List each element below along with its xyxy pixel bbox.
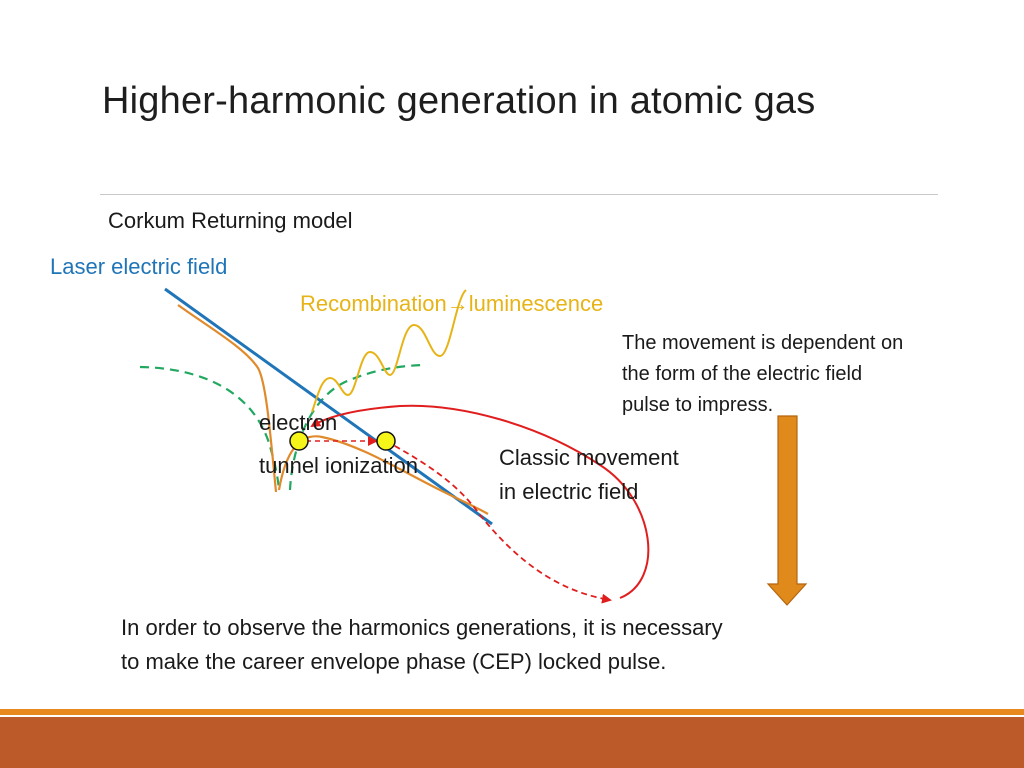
down-arrow-icon (768, 416, 806, 605)
movement-note (622, 328, 903, 421)
recombination-label: Recombination→luminescence (300, 291, 604, 316)
note-line: pulse to impress. (622, 394, 774, 416)
note-line: The movement is dependent on (622, 332, 904, 354)
footer-line: In order to observe the harmonics generations, it is necessary (121, 615, 723, 640)
footer-line: to make the career envelope phase (CEP) locked pulse. (121, 649, 667, 674)
footer-text (121, 611, 723, 679)
tunnel-ionization-label: tunnel ionization (259, 453, 419, 478)
laser-field-line (165, 289, 492, 524)
electron-tunneled (377, 432, 395, 450)
laser-field-label: Laser electric field (50, 254, 228, 279)
classic-movement-label (499, 441, 679, 509)
footer-band (0, 717, 1024, 768)
slide-subtitle: Corkum Returning model (108, 208, 353, 233)
note-line: the form of the electric field (622, 363, 863, 385)
slide-title: Higher-harmonic generation in atomic gas (102, 80, 816, 122)
classic-line: Classic movement (499, 445, 679, 470)
classic-line: in electric field (499, 479, 639, 504)
electron-label: electron (259, 410, 338, 435)
footer-accent-bar (0, 709, 1024, 715)
